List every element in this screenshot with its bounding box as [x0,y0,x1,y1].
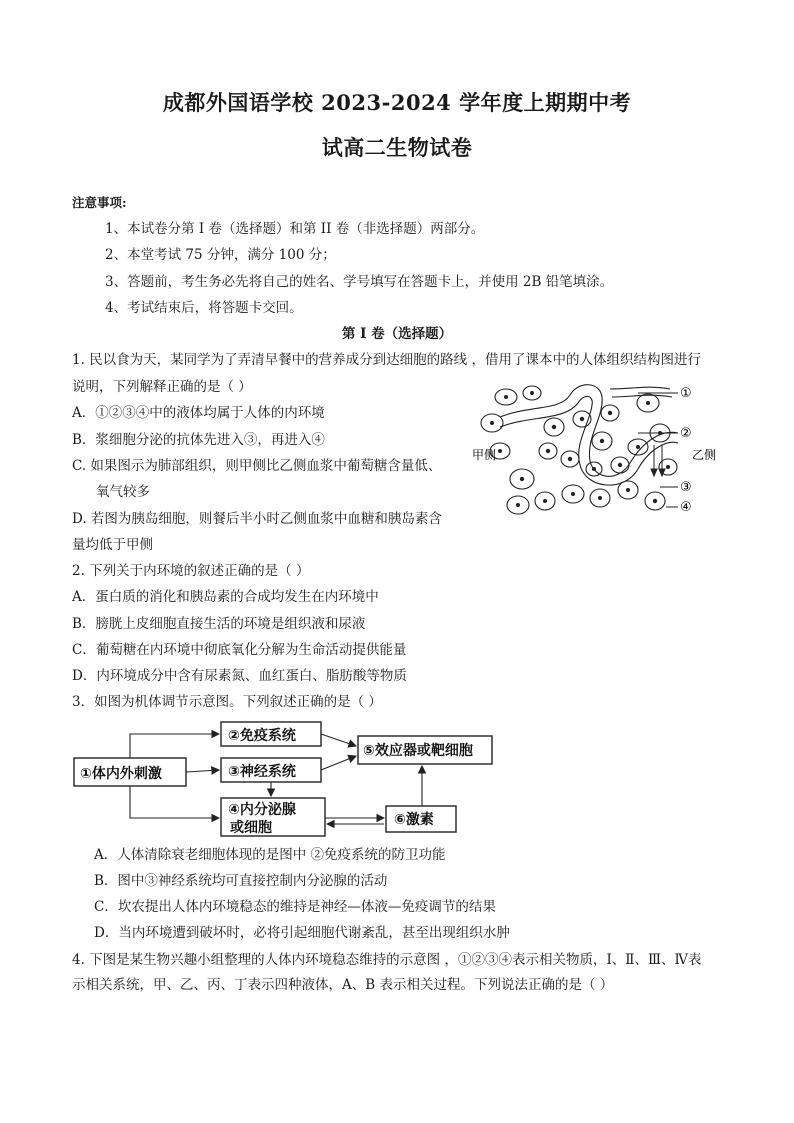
q1-option-d: D. 若图为胰岛细胞，则餐后半小时乙侧血浆中血糖和胰岛素含 [72,511,442,527]
exam-title-line1: 成都外国语学校 2023-2024 学年度上期期中考 [162,90,632,115]
q1-option-b: B．浆细胞分泌的抗体先进入③，再进入④ [72,432,325,448]
notice-item: 1、本试卷分第 I 卷（选择题）和第 II 卷（非选择题）两部分。 [105,221,485,237]
regulation-diagram [72,718,502,840]
tissue-structure-figure [470,383,717,528]
q2-option-d: D．内环境成分中含有尿素氮、血红蛋白、脂肪酸等物质 [72,668,407,684]
marker-2: ② [680,426,692,441]
box-immune-label: ②免疫系统 [228,728,296,744]
section-title: 第 I 卷（选择题） [341,326,453,342]
q3-option-a: A．人体清除衰老细胞体现的是图中 ②免疫系统的防卫功能 [94,847,446,863]
notice-item: 2、本堂考试 75 分钟，满分 100 分； [105,247,336,263]
q1-stem-line1: 1. 民以食为天，某同学为了弄清早餐中的营养成分到达细胞的路线 ，借用了课本中的人体组织结构图进行 [72,352,701,368]
right-side-label: 乙侧 [692,448,717,462]
marker-3: ③ [680,480,692,495]
marker-1: ① [680,386,692,401]
q1-stem-line2: 说明，下列解释正确的是（ ） [72,379,252,395]
q2-option-b: B．膀胱上皮细胞直接生活的环境是组织液和尿液 [72,616,366,632]
box-hormone-label: ⑥激素 [394,812,434,828]
q3-option-c: C．坎农提出人体内环境稳态的维持是神经—体液—免疫调节的结果 [94,899,496,915]
box-endocrine-label-2: 或细胞 [230,820,272,836]
notice-item: 4、考试结束后，将答题卡交回。 [105,300,303,316]
exam-title-line2: 试高二生物试卷 [321,135,473,160]
q3-option-b: B．图中③神经系统均可直接控制内分泌腺的活动 [94,873,388,889]
q1-option-c: C. 如果图示为肺部组织，则甲侧比乙侧血浆中葡萄糖含量低、 [72,458,442,474]
notice-item: 3、答题前，考生务必先将自己的姓名、学号填写在答题卡上，并使用 2B 铅笔填涂。 [105,274,614,290]
q2-option-c: C．葡萄糖在内环境中彻底氧化分解为生命活动提供能量 [72,642,407,658]
q3-stem: 3．如图为机体调节示意图。下列叙述正确的是（ ） [72,694,382,710]
q2-stem: 2. 下列关于内环境的叙述正确的是（ ） [72,563,310,579]
q1-option-a: A．①②③④中的液体均属于人体的内环境 [72,405,325,421]
q1-option-d-cont: 量均低于甲侧 [72,537,153,553]
marker-4: ④ [680,500,692,515]
q1-option-c-cont: 氧气较多 [96,484,150,500]
box-endocrine-label-1: ④内分泌腺 [228,802,296,818]
notice-heading: 注意事项: [72,195,127,210]
box-stimulus-label: ①体内外刺激 [80,766,162,782]
q3-option-d: D．当内环境遭到破坏时，必将引起细胞代谢紊乱，甚至出现组织水肿 [94,925,510,941]
q4-stem-line1: 4. 下图是某生物兴趣小组整理的人体内环境稳态维持的示意图 ，①②③④表示相关物质，Ⅰ、Ⅱ、Ⅲ、Ⅳ表 [72,952,702,968]
q2-option-a: A．蛋白质的消化和胰岛素的合成均发生在内环境中 [72,589,379,605]
box-effector-label: ⑤效应器或靶细胞 [363,743,473,759]
left-side-label-1: 甲侧 [472,448,497,462]
box-nervous-label: ③神经系统 [228,764,296,780]
q4-stem-line2: 示相关系统，甲、乙、丙、丁表示四种液体，A、B 表示相关过程。下列说法正确的是（ ） [72,977,614,993]
